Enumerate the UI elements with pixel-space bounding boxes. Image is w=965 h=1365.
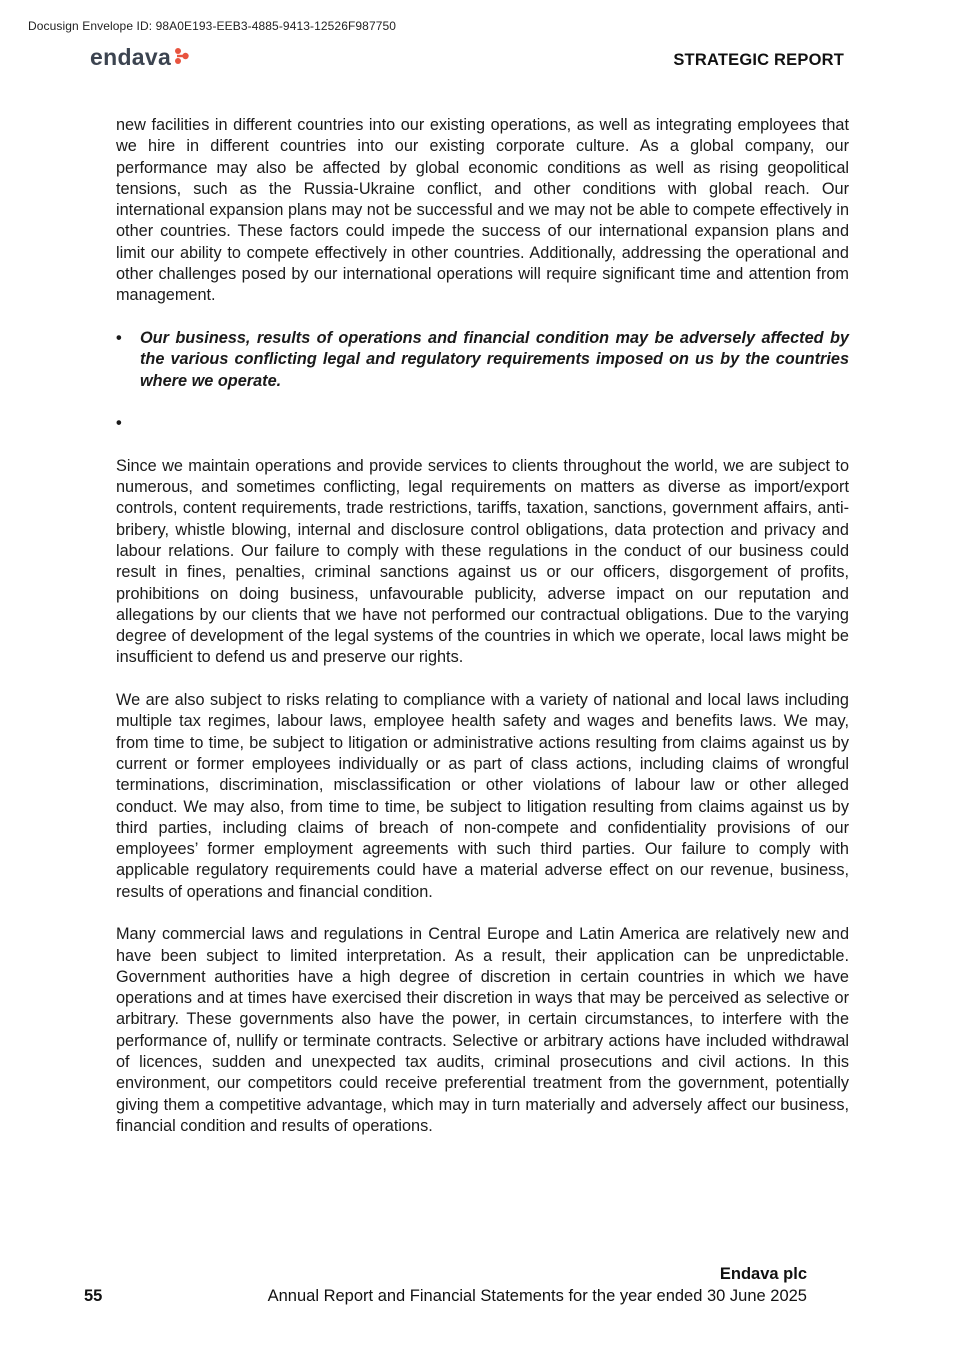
footer-report-description: Annual Report and Financial Statements for the year ended 30 June 2025 [267, 1287, 807, 1305]
bullet-heading: Our business, results of operations and financial condition may be adversely affected by the various conflicting legal and regulatory requirements imposed on us by the countries where we operate. [140, 328, 849, 390]
paragraph-compliance-risks: We are also subject to risks relating to compliance with a variety of national and local laws including multiple tax regimes, labour laws, employee health safety and wages and benefits laws. We may, from time to time, be subject to litigation or administrative actions resulting from claims against us by current or former employees individually or as part of class actions, including claims of wrongful terminations, discrimination, misclassification or other violations of labour law or other alleged conduct. We may also, from time to time, be subject to litigation resulting from claims against us by third parties, including claims of breach of non-compete and confidentiality provisions of our employees’ former employment agreements with such third parties. Our failure to comply with applicable regulatory requirements could have a material adverse effect on our revenue, business, results of operations and financial condition. [116, 691, 849, 901]
footer-company-name: Endava plc [719, 1265, 807, 1283]
empty-bullet-item [116, 413, 849, 434]
bullet-marker: • [116, 414, 122, 433]
endava-logo [90, 44, 190, 71]
paragraph-legal-requirements: Since we maintain operations and provide services to clients throughout the world, we are subject to numerous, and sometimes conflicting, legal requirements on matters as diverse as import/export controls, content requirements, trade restrictions, tariffs, taxation, sanctions, government affairs, anti-bribery, whistle blowing, internal and disclosure control obligations, data protection and privacy and labour relations. Our failure to comply with these regulations in the conduct of our business could result in fines, penalties, criminal sanctions against us or our officers, disgorgement of profits, prohibitions on doing business, unfavourable publicity, adverse impact on our reputation and allegations by our clients that we have not performed our contractual obligations. Due to the varying degree of development of the legal systems of the countries in which we operate, local laws might be insufficient to defend us and preserve our rights. [116, 456, 849, 667]
docusign-envelope-id: Docusign Envelope ID: 98A0E193-EEB3-4885-9413-12526F987750 [28, 19, 397, 33]
logo-mark-icon [174, 47, 190, 70]
page-number: 55 [84, 1287, 103, 1305]
paragraph-intro: new facilities in different countries into our existing operations, as well as integrating employees that we hire in different countries into our existing corporate culture. As a global company, our performance may also be affected by global economic conditions as well as rising geopolitical tensions, such as the Russia-Ukraine conflict, and other conditions with global reach. Our international expansion plans may not be successful and we may not be able to compete effectively in other countries. These factors could impede the success of our international expansion plans and limit our ability to compete effectively in other countries. Additionally, addressing the operational and other challenges posed by our international operations will require significant time and attention from management. [116, 116, 849, 305]
bullet-marker: • [116, 328, 122, 347]
bullet-item [116, 328, 849, 392]
document-body [116, 115, 849, 1159]
logo-text: endava [90, 44, 172, 70]
paragraph-commercial-laws: Many commercial laws and regulations in Central Europe and Latin America are relatively new and have been subject to limited interpretation. As a result, their application can be unpredictable. Government authorities have a high degree of discretion in certain countries in which we have operations and at times have exercised their discretion in ways that may be perceived as selective or arbitrary. These governments also have the power, in certain circumstances, to interfere with the performance of, nullify or terminate contracts. Selective or arbitrary actions have included withdrawal of licences, sudden and unexpected tax audits, criminal prosecutions and civil actions. In this environment, our competitors could receive preferential treatment from the government, potentially giving them a competitive advantage, which may in turn materially and adversely affect our business, financial condition and results of operations. [116, 925, 849, 1135]
report-section-title: STRATEGIC REPORT [673, 51, 844, 69]
